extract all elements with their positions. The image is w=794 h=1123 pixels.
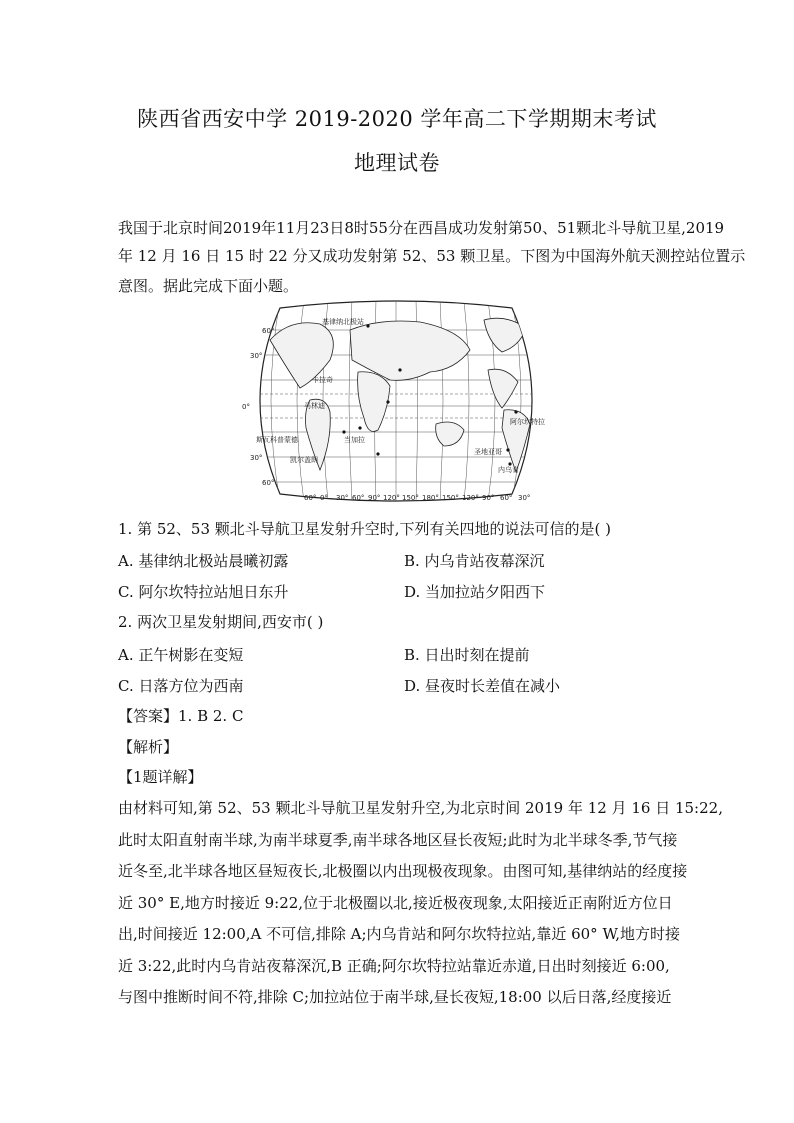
q2-option-c: C. 日落方位为西南 bbox=[118, 677, 244, 695]
q2-option-a: A. 正午树影在变短 bbox=[118, 646, 244, 664]
station-label-kerguelen: 凯尔盖朗 bbox=[290, 456, 318, 464]
exam-subtitle: 地理试卷 bbox=[354, 151, 440, 175]
station-label-alcantara: 阿尔坎特拉 bbox=[510, 418, 545, 426]
lat-label: 0° bbox=[242, 403, 250, 411]
lon-label: 120° bbox=[383, 494, 400, 502]
lon-label: 30° bbox=[336, 494, 349, 502]
detail-line: 此时太阳直射南半球,为南半球夏季,南半球各地区昼长夜短;此时为北半球冬季,节气接 bbox=[118, 831, 678, 849]
intro-line-2: 年 12 月 16 日 15 时 22 分又成功发射第 52、53 颗卫星。下图为中国海外航天测控站位置示 bbox=[118, 247, 746, 265]
q1-option-a: A. 基律纳北极站晨曦初露 bbox=[118, 552, 289, 570]
intro-line-3: 意图。据此完成下面小题。 bbox=[118, 277, 299, 295]
q2-option-b: B. 日出时刻在提前 bbox=[404, 646, 530, 664]
lon-label: 90° bbox=[368, 494, 381, 502]
detail-line: 出,时间接近 12:00,A 不可信,排除 A;内乌肯站和阿尔坎特拉站,靠近 60° W,地方时接 bbox=[118, 925, 681, 943]
lon-label: 180° bbox=[422, 494, 439, 502]
detail-heading: 【1题详解】 bbox=[118, 768, 203, 786]
detail-line: 近 3:22,此时内乌肯站夜幕深沉,B 正确;阿尔坎特拉站靠近赤道,日出时刻接近 6:00, bbox=[118, 957, 670, 975]
detail-line: 近冬至,北半球各地区昼短夜长,北极圈以内出现极夜现象。由图可知,基律纳站的经度接 bbox=[118, 862, 688, 880]
analysis-heading: 【解析】 bbox=[118, 738, 179, 756]
detail-line: 近 30° E,地方时接近 9:22,位于北极圈以北,接近极夜现象,太阳接近正南附近方位日 bbox=[118, 894, 673, 912]
lat-label: 60° bbox=[262, 327, 275, 335]
q1-option-c: C. 阿尔坎特拉站旭日东升 bbox=[118, 583, 289, 601]
lon-label: 150° bbox=[442, 494, 459, 502]
detail-line: 与图中推断时间不符,排除 C;加拉站位于南半球,昼长夜短,18:00 以后日落,经度接近 bbox=[118, 988, 672, 1006]
lon-label: 30° bbox=[518, 494, 531, 502]
lon-label: 90° bbox=[482, 494, 495, 502]
station-label-dongara: 当加拉 bbox=[344, 436, 365, 444]
lon-label: 60° bbox=[304, 494, 317, 502]
q1-option-b: B. 内乌肯站夜幕深沉 bbox=[404, 552, 545, 570]
answer-line: 【答案】1. B 2. C bbox=[118, 707, 244, 725]
lon-label: 60° bbox=[352, 494, 365, 502]
question-2-stem: 2. 两次卫星发射期间,西安市( ) bbox=[118, 613, 324, 631]
station-label-kiruna: 基律纳北极站 bbox=[322, 318, 364, 326]
station-label-karachi: 卡拉奇 bbox=[312, 376, 333, 384]
world-map-figure bbox=[240, 300, 552, 502]
question-1-stem: 1. 第 52、53 颗北斗导航卫星发射升空时,下列有关四地的说法可信的是( ) bbox=[118, 520, 612, 538]
exam-title: 陕西省西安中学 2019-2020 学年高二下学期期末考试 bbox=[137, 107, 657, 131]
q2-option-d: D. 昼夜时长差值在减小 bbox=[404, 677, 561, 695]
q1-option-d: D. 当加拉站夕阳西下 bbox=[404, 583, 546, 601]
station-label-swakopmund: 斯瓦科普蒙德 bbox=[256, 436, 298, 444]
station-label-malindi: 马林迪 bbox=[304, 402, 325, 410]
lon-label: 0° bbox=[320, 494, 328, 502]
lon-label: 60° bbox=[500, 494, 513, 502]
detail-line: 由材料可知,第 52、53 颗北斗导航卫星发射升空,为北京时间 2019 年 12 月 16 日 15:22, bbox=[118, 799, 723, 817]
lat-label: 30° bbox=[250, 352, 263, 360]
lat-label: 60° bbox=[262, 479, 275, 487]
lat-label: 30° bbox=[250, 454, 263, 462]
station-label-neuquen: 内乌肯 bbox=[498, 466, 519, 474]
lon-label: 120° bbox=[462, 494, 479, 502]
station-label-santiago: 圣地亚哥 bbox=[474, 448, 502, 456]
lon-label: 150° bbox=[402, 494, 419, 502]
intro-line-1: 我国于北京时间2019年11月23日8时55分在西昌成功发射第50、51颗北斗导航卫星,2019 bbox=[118, 219, 725, 237]
